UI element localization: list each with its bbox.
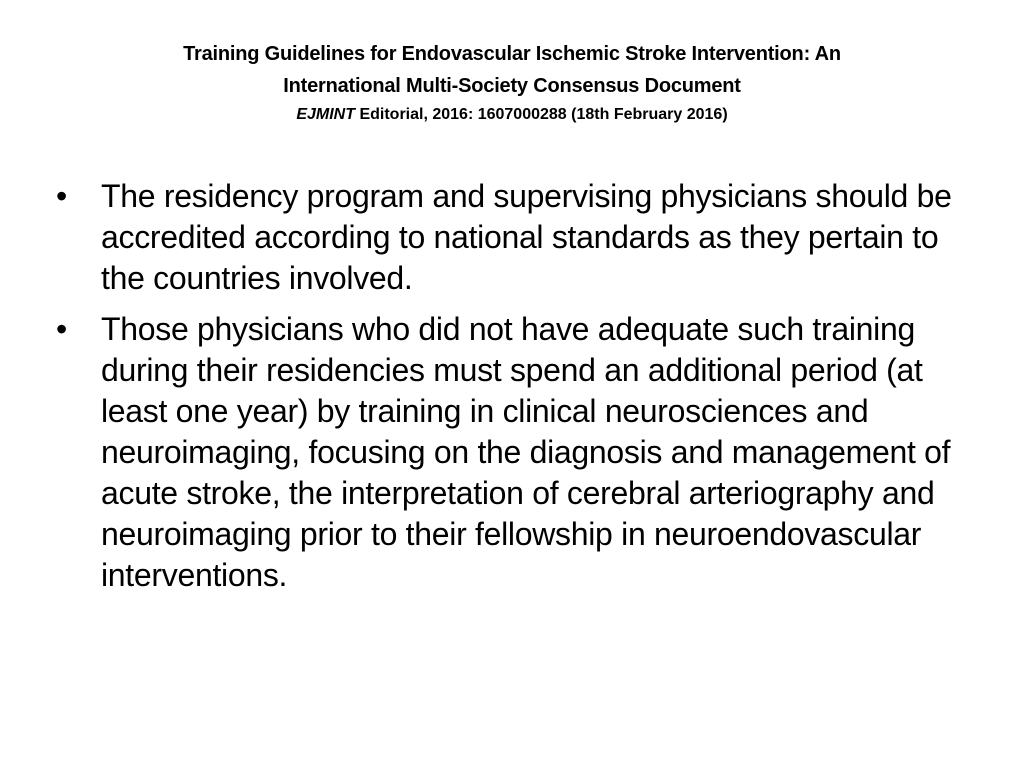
bullet-text: The residency program and supervising physicians should be accredited according to national standards as they pertain to the countries involved. (101, 178, 952, 296)
bullet-item (56, 309, 976, 596)
slide-title (40, 38, 984, 128)
bullet-text: Those physicians who did not have adequate such training during their residencies must spend an additional period (at least one year) by training in clinical neurosciences and neuroimaging, focusing on the diagnosis and management of acute stroke, the interpretation of cerebral arteriography and neuroimaging prior to their fellowship in neuroendovascular interventions. (101, 311, 951, 593)
bullet-icon: • (56, 311, 67, 347)
citation-details: Editorial, 2016: 1607000288 (18th February 2016) (355, 106, 728, 123)
citation-journal: EJMINT (296, 106, 355, 123)
citation (40, 102, 984, 128)
bullet-list (56, 176, 976, 606)
bullet-icon: • (56, 178, 67, 214)
title-line-2: International Multi-Society Consensus Document (283, 75, 741, 97)
bullet-item (56, 176, 976, 299)
title-line-1: Training Guidelines for Endovascular Ischemic Stroke Intervention: An (183, 43, 841, 65)
